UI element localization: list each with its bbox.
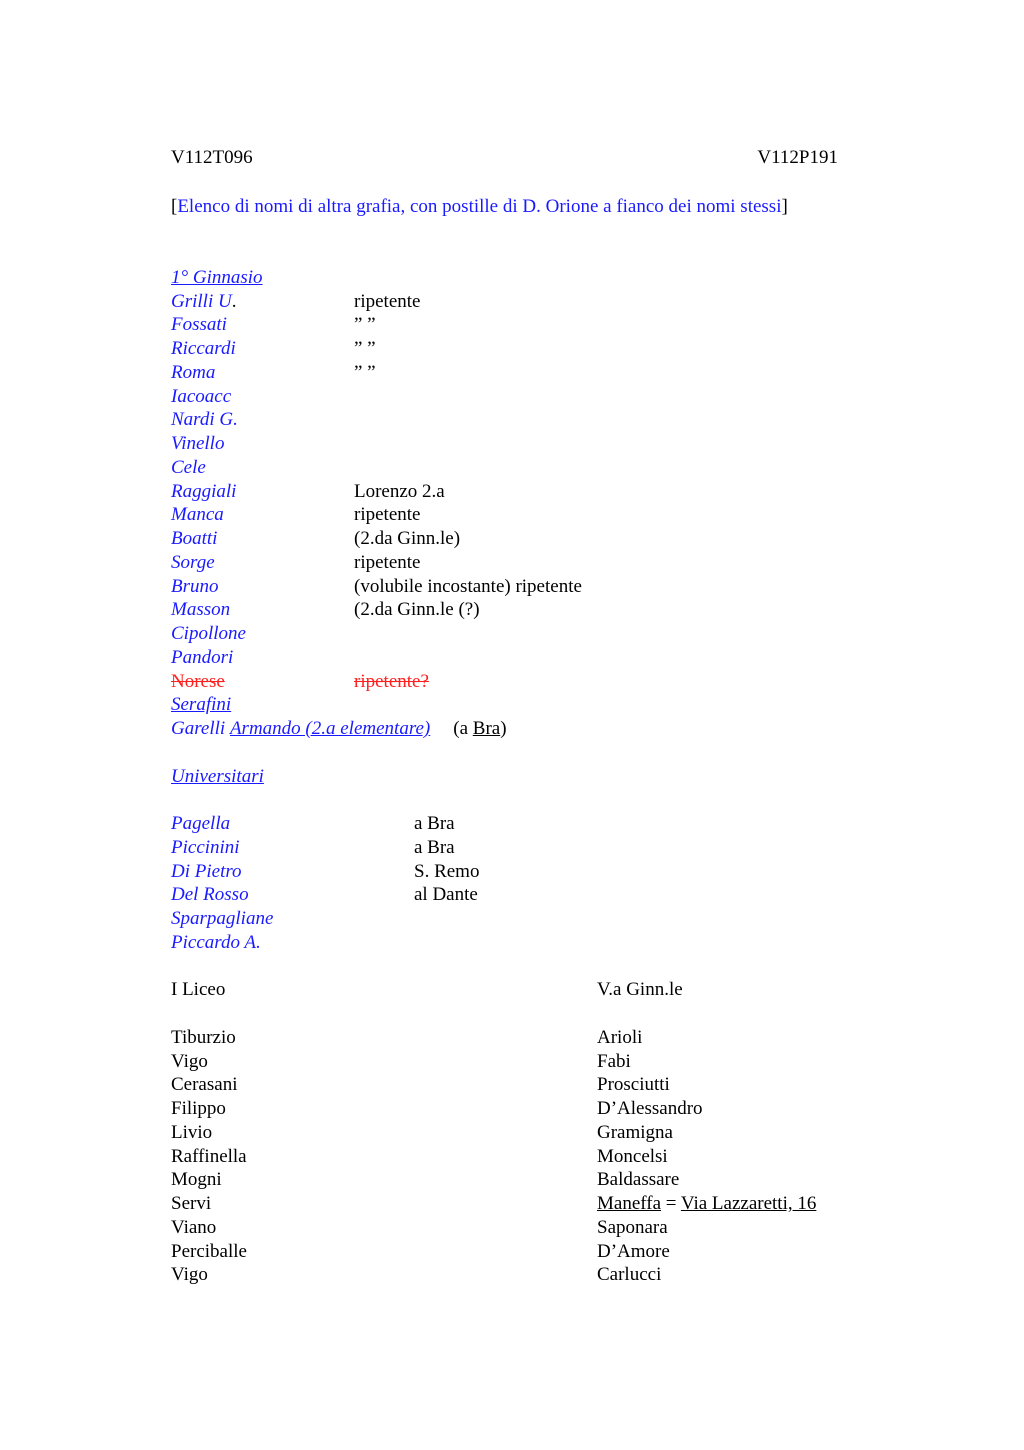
ginnasio-name: Cele — [171, 457, 206, 478]
title-close-bracket: ] — [781, 196, 788, 217]
universitari-name: Piccinini — [171, 837, 240, 858]
liceo-name: Vigo — [171, 1051, 208, 1072]
ginnasio-name: Boatti — [171, 528, 218, 549]
ginnasio-name: Nardi G. — [171, 409, 238, 430]
liceo-name: Vigo — [171, 1264, 208, 1285]
liceo-name: Cerasani — [171, 1074, 238, 1095]
document-title — [171, 195, 788, 219]
ginnasio-name: Vinello — [171, 433, 225, 454]
ginnasio-note: ripetente — [354, 504, 421, 525]
liceo-name: Viano — [171, 1217, 217, 1238]
universitari-note: al Dante — [414, 884, 478, 905]
quinta-name: Moncelsi — [597, 1146, 668, 1167]
ginnasio-note: (volubile incostante) ripetente — [354, 576, 582, 597]
quinta-name: Fabi — [597, 1051, 631, 1072]
ginnasio-note: ” ” — [354, 314, 376, 335]
ginnasio-name: Riccardi — [171, 338, 236, 359]
ginnasio-note: ripetente — [354, 552, 421, 573]
ginnasio-note: (2.da Ginn.le) — [354, 528, 461, 549]
document-code-right: V112P191 — [757, 147, 838, 168]
universitari-name: Di Pietro — [171, 861, 242, 882]
title-open-bracket: [ — [171, 196, 178, 217]
garelli-name: Garelli — [171, 718, 226, 739]
ginnasio-note: (2.da Ginn.le (?) — [354, 599, 480, 620]
quinta-heading: V.a Ginn.le — [597, 979, 683, 1000]
ginnasio-name: Sorge — [171, 552, 215, 573]
ginnasio-name: Manca — [171, 504, 224, 525]
liceo-name: Livio — [171, 1122, 213, 1143]
liceo-name: Raffinella — [171, 1146, 247, 1167]
ginnasio-name: Cipollone — [171, 623, 246, 644]
quinta-name: Saponara — [597, 1217, 668, 1238]
quinta-name: D’Alessandro — [597, 1098, 703, 1119]
ginnasio-note: ” ” — [354, 362, 376, 383]
quinta-name: D’Amore — [597, 1241, 670, 1262]
ginnasio-name: Iacoacc — [171, 386, 232, 407]
universitari-name: Pagella — [171, 813, 231, 834]
garelli-detail: Armando (2.a elementare) — [229, 718, 431, 739]
ginnasio-name: Pandori — [171, 647, 234, 668]
universitari-note: a Bra — [414, 837, 455, 858]
universitari-name: Piccardo A. — [171, 932, 261, 953]
ginnasio-heading: 1° Ginnasio — [171, 267, 263, 288]
ginnasio-name: Masson — [171, 599, 231, 620]
ginnasio-name: Roma — [171, 362, 216, 383]
liceo-name: Filippo — [171, 1098, 226, 1119]
garelli-place-open: (a — [453, 718, 473, 739]
ginnasio-name: Raggiali — [171, 481, 237, 502]
universitari-heading: Universitari — [171, 766, 264, 787]
maneffa-name: Maneffa — [597, 1193, 662, 1214]
garelli-place: Bra — [472, 718, 501, 739]
maneffa-equals: = — [661, 1193, 681, 1214]
liceo-name: Mogni — [171, 1169, 222, 1190]
garelli-place-close: ) — [500, 718, 507, 739]
title-text: Elenco di nomi di altra grafia, con postille di D. Orione a fianco dei nomi stessi — [177, 196, 782, 217]
quinta-name: Arioli — [597, 1027, 643, 1048]
ginnasio-name: Grilli U. — [171, 291, 237, 312]
ginnasio-name: Fossati — [171, 314, 227, 335]
struck-note: ripetente? — [354, 671, 429, 692]
liceo-name: Servi — [171, 1193, 212, 1214]
garelli-row — [171, 717, 507, 741]
struck-name: Norese — [171, 671, 225, 692]
universitari-name: Sparpagliane — [171, 908, 274, 929]
maneffa-row — [597, 1192, 816, 1216]
universitari-note: a Bra — [414, 813, 455, 834]
ginnasio-name-underlined: Serafini — [171, 694, 232, 715]
maneffa-address: Via Lazzaretti, 16 — [680, 1193, 817, 1214]
ginnasio-note: ripetente — [354, 291, 421, 312]
quinta-name: Prosciutti — [597, 1074, 670, 1095]
universitari-name: Del Rosso — [171, 884, 249, 905]
liceo-name: Tiburzio — [171, 1027, 236, 1048]
document-code-left: V112T096 — [171, 147, 253, 168]
ginnasio-note: ” ” — [354, 338, 376, 359]
ginnasio-note: Lorenzo 2.a — [354, 481, 445, 502]
liceo-heading: I Liceo — [171, 979, 226, 1000]
ginnasio-name: Bruno — [171, 576, 219, 597]
quinta-name: Gramigna — [597, 1122, 673, 1143]
quinta-name: Baldassare — [597, 1169, 680, 1190]
universitari-note: S. Remo — [414, 861, 480, 882]
quinta-name: Carlucci — [597, 1264, 662, 1285]
liceo-name: Perciballe — [171, 1241, 247, 1262]
